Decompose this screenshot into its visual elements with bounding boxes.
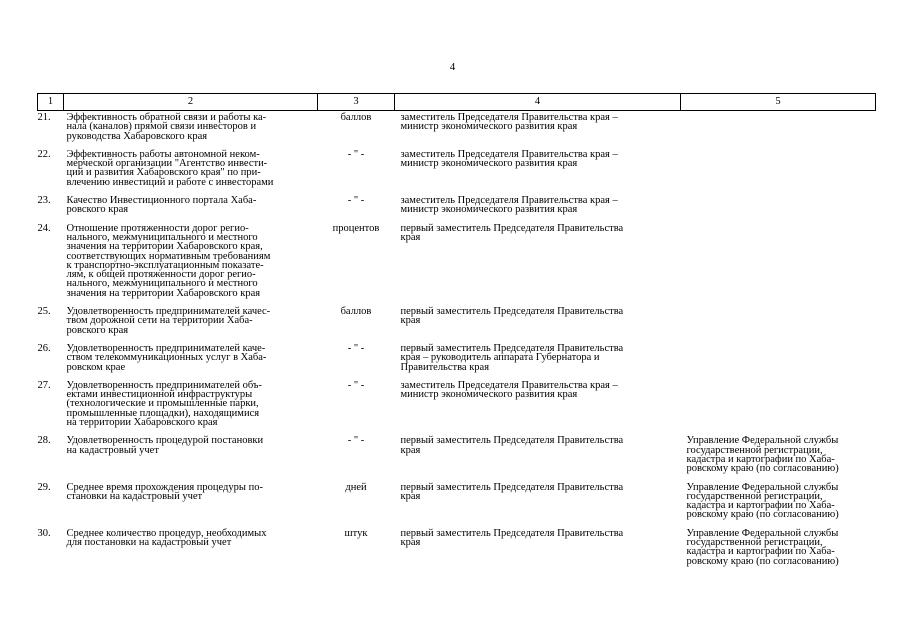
co-executor-line: кадастра и картографии по Хаба- — [686, 500, 835, 512]
indicator-name-line: Удовлетворенность процедурой постановки — [66, 435, 264, 447]
responsible — [395, 222, 681, 305]
table-row — [38, 194, 876, 222]
co-executor-line: государственной регистрации, — [686, 536, 823, 548]
co-executor-line: ровскому краю (по согласованию) — [686, 509, 839, 521]
indicator-name-line: нального, межмуниципального и местного — [66, 231, 258, 243]
indicator-name-line: Удовлетворенность предпринимателей объ- — [66, 379, 262, 391]
row-number: 21. — [37, 112, 51, 123]
co-executor — [681, 527, 876, 573]
co-executor — [681, 148, 876, 194]
responsible-line: первый заместитель Председателя Правительства — [400, 306, 624, 318]
indicator-name-line: нального, межмуниципального и местного — [66, 278, 258, 290]
row-number: 23. — [37, 195, 51, 207]
co-executor-line: кадастра и картографии по Хаба- — [686, 453, 835, 465]
indicator-name — [64, 194, 318, 222]
column-header: 1 — [38, 94, 64, 111]
indicator-name-line: промышленные площадки), находящимися — [66, 407, 260, 419]
page-number: 4 — [449, 61, 456, 73]
indicator-name — [64, 342, 318, 379]
table-row — [38, 481, 876, 527]
responsible-line: министр экономического развития края — [400, 389, 578, 401]
indicator-name-line: Отношение протяженности дорог регио- — [66, 222, 249, 234]
indicator-name — [64, 222, 318, 305]
responsible — [395, 305, 681, 342]
responsible-line: министр экономического развития края — [400, 204, 578, 216]
co-executor — [681, 342, 876, 379]
indicator-name-line: нала (каналов) прямой связи инвесторов и — [66, 121, 257, 133]
table-row — [38, 305, 876, 342]
co-executor-line: Управление Федеральной службы — [686, 481, 839, 493]
responsible-line: первый заместитель Председателя Правительства — [400, 435, 624, 447]
responsible — [395, 481, 681, 527]
unit: дней — [345, 481, 367, 493]
table-row — [38, 222, 876, 305]
responsible-line: министр экономического развития края — [400, 121, 578, 133]
co-executor — [681, 434, 876, 480]
column-header: 5 — [681, 94, 876, 111]
row-number: 24. — [37, 222, 51, 234]
indicator-name — [64, 481, 318, 527]
responsible-line: первый заместитель Председателя Правительства — [400, 527, 624, 539]
table-row — [38, 111, 876, 148]
table-body — [38, 111, 876, 573]
indicator-name-line: на территории Хабаровского края — [66, 417, 218, 429]
indicator-name-line: ровского края — [66, 204, 129, 216]
row-number: 30. — [37, 527, 51, 539]
responsible-line: края – руководитель аппарата Губернатора и — [400, 352, 600, 364]
responsible-line: края — [400, 231, 421, 243]
indicator-name-line: значения на территории Хабаровского края, — [66, 241, 263, 253]
table-row — [38, 148, 876, 194]
co-executor-line: ровскому краю (по согласованию) — [686, 555, 839, 567]
unit: - " - — [347, 379, 365, 391]
indicator-name-line: ровского края — [66, 324, 129, 336]
indicators-table — [37, 93, 876, 573]
table-row — [38, 434, 876, 480]
table-row — [38, 527, 876, 573]
co-executor-line: кадастра и картографии по Хаба- — [686, 546, 835, 558]
responsible-line: края — [400, 315, 421, 327]
responsible — [395, 434, 681, 480]
table-header-row — [38, 94, 876, 111]
column-header: 4 — [395, 94, 681, 111]
unit: - " - — [347, 435, 365, 447]
responsible — [395, 342, 681, 379]
indicator-name-line: Удовлетворенность предпринимателей качес- — [66, 306, 271, 318]
indicator-name-line: Эффективность обратной связи и работы ка- — [66, 112, 267, 123]
co-executor-line: Управление Федеральной службы — [686, 435, 839, 447]
indicator-name-line: руководства Хабаровского края — [66, 130, 208, 142]
unit: - " - — [347, 148, 365, 160]
responsible — [395, 194, 681, 222]
column-header: 3 — [318, 94, 395, 111]
unit: баллов — [340, 112, 372, 123]
co-executor — [681, 222, 876, 305]
indicator-name — [64, 527, 318, 573]
column-header: 2 — [64, 94, 318, 111]
indicator-name-line: Удовлетворенность предпринимателей каче- — [66, 342, 266, 354]
co-executor-line: Управление Федеральной службы — [686, 527, 839, 539]
indicator-name-line: к транспортно-эксплуатационным показате- — [66, 259, 264, 271]
responsible — [395, 148, 681, 194]
unit: штук — [344, 527, 368, 539]
responsible-line: заместитель Председателя Правительства края – — [400, 195, 618, 207]
row-number: 25. — [37, 306, 51, 318]
responsible-line: первый заместитель Председателя Правительства — [400, 222, 624, 234]
row-number: 29. — [37, 481, 51, 493]
indicator-name — [64, 148, 318, 194]
indicator-name — [64, 379, 318, 434]
responsible-line: первый заместитель Председателя Правительства — [400, 342, 624, 354]
responsible-line: заместитель Председателя Правительства края – — [400, 379, 618, 391]
indicator-name-line: ций и развития Хабаровского края" по при- — [66, 167, 261, 179]
co-executor — [681, 111, 876, 148]
indicator-name-line: Эффективность работы автономной неком- — [66, 148, 260, 160]
indicator-name-line: твом дорожной сети на территории Хаба- — [66, 315, 253, 327]
co-executor — [681, 194, 876, 222]
indicator-name-line: значения на территории Хабаровского края — [66, 287, 261, 299]
row-number: 26. — [37, 342, 51, 354]
indicator-name-line: Среднее время прохождения процедуры по- — [66, 481, 263, 493]
co-executor — [681, 481, 876, 527]
responsible — [395, 379, 681, 434]
co-executor-line: государственной регистрации, — [686, 490, 823, 502]
unit: процентов — [332, 222, 380, 234]
responsible — [395, 111, 681, 148]
row-number: 28. — [37, 435, 51, 447]
indicator-name-line: лям, к общей протяженности дорог регио- — [66, 269, 256, 281]
responsible-line: заместитель Председателя Правительства края – — [400, 148, 618, 160]
responsible-line: министр экономического развития края — [400, 158, 578, 170]
indicator-name-line: мерческой организации "Агентство инвести- — [66, 158, 268, 170]
indicator-name-line: на кадастровый учет — [66, 444, 159, 456]
responsible-line: края — [400, 444, 421, 456]
responsible-line: края — [400, 490, 421, 502]
indicator-name-line: ектами инвестиционной инфраструктуры — [66, 389, 253, 401]
responsible-line: Правительства края — [400, 361, 490, 373]
unit: - " - — [347, 195, 365, 207]
table-row — [38, 342, 876, 379]
indicator-name-line: ством телекоммуникационных услуг в Хаба- — [66, 352, 267, 364]
co-executor-line: государственной регистрации, — [686, 444, 823, 456]
unit: - " - — [347, 342, 365, 354]
co-executor-line: ровскому краю (по согласованию) — [686, 463, 839, 475]
unit: баллов — [340, 306, 372, 318]
indicator-name-line: Среднее количество процедур, необходимых — [66, 527, 267, 539]
indicator-name-line: соответствующих нормативным требованиям — [66, 250, 271, 262]
indicator-name-line: влечению инвестиций и работе с инвесторами — [66, 176, 274, 188]
responsible-line: первый заместитель Председателя Правительства — [400, 481, 624, 493]
row-number: 22. — [37, 148, 51, 160]
indicator-name-line: ровском крае — [66, 361, 126, 373]
indicator-name — [64, 434, 318, 480]
table-row — [38, 379, 876, 434]
co-executor — [681, 305, 876, 342]
indicator-name — [64, 305, 318, 342]
indicator-name — [64, 111, 318, 148]
responsible — [395, 527, 681, 573]
co-executor — [681, 379, 876, 434]
indicator-name-line: Качество Инвестиционного портала Хаба- — [66, 195, 257, 207]
responsible-line: заместитель Председателя Правительства края – — [400, 112, 618, 123]
responsible-line: края — [400, 536, 421, 548]
indicator-name-line: (технологические и промышленные парки, — [66, 398, 259, 410]
row-number: 27. — [37, 379, 51, 391]
indicator-name-line: становки на кадастровый учет — [66, 490, 203, 502]
indicator-name-line: для постановки на кадастровый учет — [66, 536, 232, 548]
